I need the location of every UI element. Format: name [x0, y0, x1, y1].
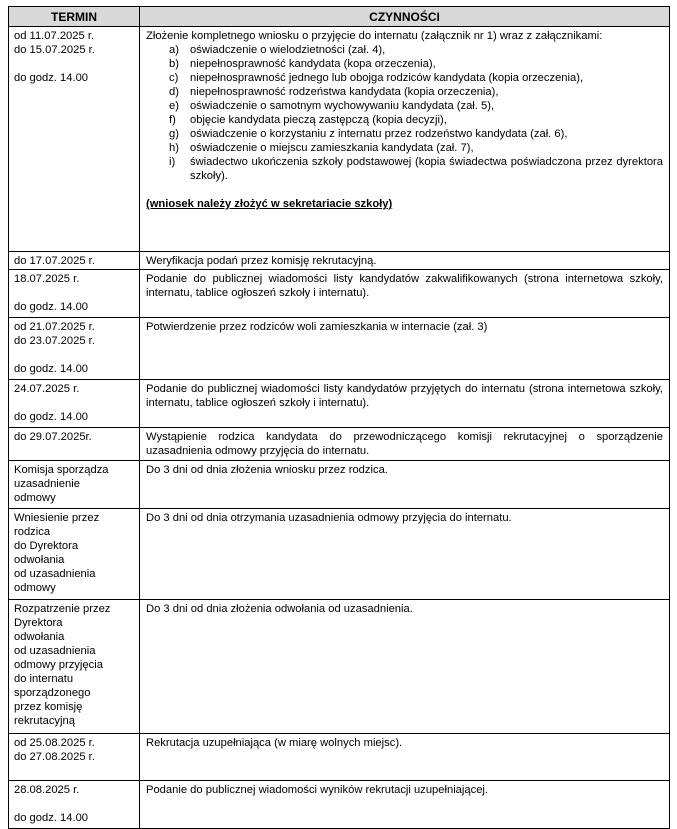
item-letter: d) — [169, 86, 179, 98]
term-line: od 21.07.2025 r. — [14, 321, 95, 333]
term-line: do godz. 14.00 — [14, 72, 89, 84]
term-line: 28.08.2025 r. — [14, 784, 80, 796]
term-line: odmowy — [14, 492, 56, 504]
term-line: do 23.07.2025 r. — [14, 335, 95, 347]
table-row — [9, 27, 670, 252]
term-line: Komisja sporządza — [14, 464, 109, 476]
term-cell — [9, 461, 140, 509]
term-line: Dyrektora — [14, 617, 63, 629]
list-item — [169, 141, 663, 155]
term-line-blank — [14, 348, 133, 362]
term-line: do 27.08.2025 r. — [14, 751, 95, 763]
table-row — [9, 461, 670, 509]
term-line: od 25.08.2025 r. — [14, 737, 95, 749]
term-line: rekrutacyjną — [14, 715, 75, 727]
activity-cell: Weryfikacja podań przez komisję rekrutacyjną. — [140, 252, 670, 270]
list-item — [169, 155, 663, 183]
table-row — [9, 270, 670, 318]
term-line: przez komisję — [14, 701, 83, 713]
table-row — [9, 252, 670, 270]
item-text: oświadczenie o miejscu zamieszkania kandydata (zał. 7), — [190, 142, 474, 154]
term-line: do godz. 14.00 — [14, 812, 89, 824]
submission-note: (wniosek należy złożyć w sekretariacie szkoły) — [146, 198, 393, 210]
term-line: od 11.07.2025 r. — [14, 30, 95, 42]
list-item — [169, 85, 663, 99]
term-line: 18.07.2025 r. — [14, 273, 80, 285]
term-line: odmowy przyjęcia — [14, 659, 103, 671]
term-line: sporządzonego — [14, 687, 91, 699]
activity-cell: Wystąpienie rodzica kandydata do przewodniczącego komisji rekrutacyjnej o sporządzenie uzasadnienia odmowy przyjęcia do internatu. — [140, 428, 670, 461]
term-line: odwołania — [14, 554, 65, 566]
table-row — [9, 734, 670, 781]
term-line: do 17.07.2025 r. — [14, 255, 95, 267]
list-item — [169, 99, 663, 113]
term-cell — [9, 509, 140, 600]
activity-cell: Potwierdzenie przez rodziców woli zamieszkania w internacie (zał. 3) — [140, 318, 670, 380]
term-cell — [9, 380, 140, 428]
term-cell — [9, 781, 140, 829]
item-letter: f) — [169, 114, 176, 126]
item-letter: g) — [169, 128, 179, 140]
term-cell — [9, 428, 140, 461]
term-line: 24.07.2025 r. — [14, 383, 80, 395]
term-cell — [9, 27, 140, 252]
item-letter: h) — [169, 142, 179, 154]
term-line: Wniesienie przez — [14, 512, 100, 524]
term-line-blank — [14, 286, 133, 300]
item-letter: i) — [169, 156, 176, 168]
table-row — [9, 380, 670, 428]
term-cell — [9, 270, 140, 318]
header-termin: TERMIN — [9, 7, 140, 27]
activity-cell: Do 3 dni od dnia otrzymania uzasadnienia odmowy przyjęcia do internatu. — [140, 509, 670, 600]
term-cell — [9, 600, 140, 734]
list-item — [169, 43, 663, 57]
table-row — [9, 509, 670, 600]
term-line-blank — [14, 797, 133, 811]
item-letter: e) — [169, 100, 179, 112]
term-line: uzasadnienie — [14, 478, 80, 490]
activity-text: Złożenie kompletnego wniosku o przyjęcie do internatu (załącznik nr 1) wraz z załącznikami: — [146, 30, 603, 42]
term-line: odwołania — [14, 631, 65, 643]
table-row — [9, 318, 670, 380]
term-cell — [9, 734, 140, 781]
attachment-list — [146, 43, 663, 183]
table-row — [9, 781, 670, 829]
term-line: od uzasadnienia — [14, 645, 96, 657]
item-text: świadectwo ukończenia szkoły podstawowej (kopia świadectwa poświadczona przez dyrektora szkoły). — [190, 156, 663, 182]
term-line: do godz. 14.00 — [14, 301, 89, 313]
list-item — [169, 113, 663, 127]
list-item — [169, 127, 663, 141]
header-czynnosci: CZYNNOŚCI — [140, 7, 670, 27]
term-cell — [9, 252, 140, 270]
term-line: rodzica — [14, 526, 51, 538]
list-item — [169, 57, 663, 71]
item-text: objęcie kandydata pieczą zastępczą (kopia decyzji), — [190, 114, 447, 126]
table-row — [9, 600, 670, 734]
item-text: oświadczenie o wielodzietności (zał. 4), — [190, 44, 386, 56]
item-letter: b) — [169, 58, 179, 70]
activity-cell — [140, 27, 670, 252]
term-line: do godz. 14.00 — [14, 411, 89, 423]
term-line: do internatu — [14, 673, 74, 685]
term-line: do 15.07.2025 r. — [14, 44, 95, 56]
activity-cell: Podanie do publicznej wiadomości wyników rekrutacji uzupełniającej. — [140, 781, 670, 829]
item-text: niepełnosprawność jednego lub obojga rodziców kandydata (kopia orzeczenia), — [190, 72, 584, 84]
activity-cell: Podanie do publicznej wiadomości listy kandydatów zakwalifikowanych (strona internetowa szkoły, internatu, tablice ogłoszeń szkoły i internatu). — [140, 270, 670, 318]
term-line: do godz. 14.00 — [14, 363, 89, 375]
item-text: niepełnosprawność kandydata (kopa orzeczenia), — [190, 58, 436, 70]
item-text: oświadczenie o korzystaniu z internatu przez rodzeństwo kandydata (zał. 6), — [190, 128, 568, 140]
item-letter: c) — [169, 72, 179, 84]
header-row — [9, 7, 670, 27]
term-line-blank — [14, 57, 133, 71]
term-line: do 29.07.2025r. — [14, 431, 92, 443]
item-letter: a) — [169, 44, 179, 56]
activity-cell: Rekrutacja uzupełniająca (w miarę wolnych miejsc). — [140, 734, 670, 781]
table-row — [9, 428, 670, 461]
term-line: odmowy — [14, 582, 56, 594]
activity-cell: Podanie do publicznej wiadomości listy kandydatów przyjętych do internatu (strona internetowa szkoły, internatu, tablice ogłoszeń szkoły i internatu). — [140, 380, 670, 428]
activity-cell: Do 3 dni od dnia złożenia odwołania od uzasadnienia. — [140, 600, 670, 734]
activity-cell: Do 3 dni od dnia złożenia wniosku przez rodzica. — [140, 461, 670, 509]
term-line-blank — [14, 396, 133, 410]
term-cell — [9, 318, 140, 380]
item-text: oświadczenie o samotnym wychowywaniu kandydata (zał. 5), — [190, 100, 495, 112]
list-item — [169, 71, 663, 85]
recruitment-schedule-table — [8, 6, 670, 829]
term-line: do Dyrektora — [14, 540, 79, 552]
term-line: od uzasadnienia — [14, 568, 96, 580]
item-text: niepełnosprawność rodzeństwa kandydata (kopia orzeczenia), — [190, 86, 499, 98]
term-line: Rozpatrzenie przez — [14, 603, 111, 615]
